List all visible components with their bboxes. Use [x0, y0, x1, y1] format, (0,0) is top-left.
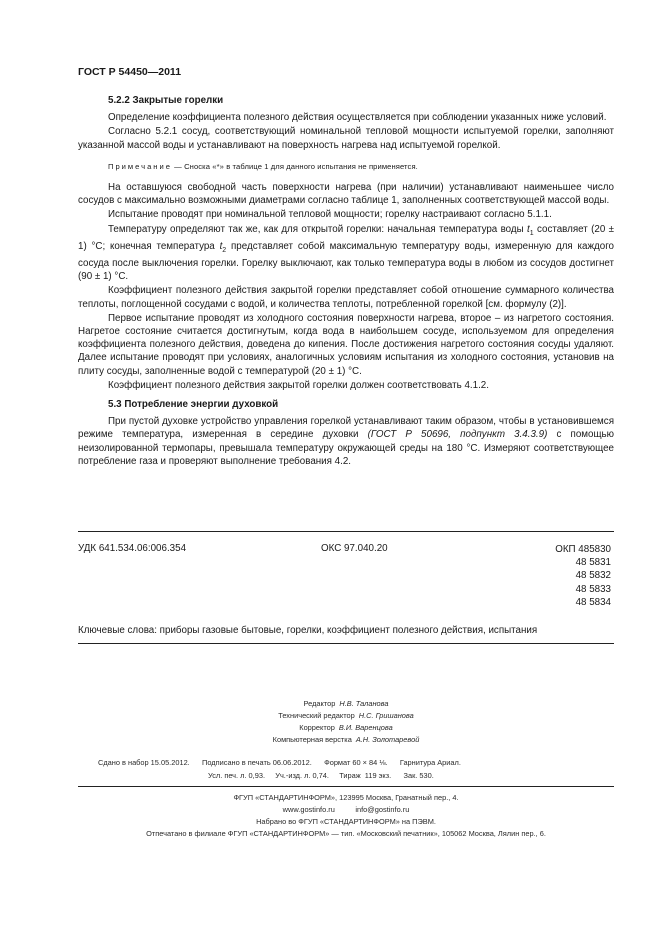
- text-run: представляет собой максимальную температуру воды, измеренную для каждого сосуда после выключения горелки. Горелку выключают, как только температура воды в любом из сосудов достигнет (90 ± 1) °С.: [78, 240, 614, 283]
- credit-line: [78, 710, 614, 722]
- credit-line: [78, 722, 614, 734]
- udk-code: УДК 641.534.06:006.354: [78, 543, 187, 554]
- symbol-t2-sub: 2: [222, 246, 227, 254]
- main-text: [78, 94, 614, 468]
- publisher-line: ФГУП «СТАНДАРТИНФОРМ», 123995 Москва, Гранатный пер., 4.: [233, 793, 459, 802]
- divider-imprint: [78, 786, 614, 787]
- note-label: Примечание: [108, 161, 172, 171]
- credit-line: [78, 698, 614, 710]
- publisher-line: Отпечатано в филиале ФГУП «СТАНДАРТИНФОРМ» — тип. «Московский печатник», 105062 Москва, Лялин пер., 6.: [146, 829, 546, 838]
- note: [108, 160, 614, 173]
- note-text: — Сноска «*» в таблице 1 для данного испытания не применяется.: [171, 161, 418, 171]
- paragraph: Коэффициент полезного действия закрытой горелки должен соответствовать 4.1.2.: [108, 379, 489, 391]
- paragraph: [78, 223, 614, 284]
- credits: [78, 698, 614, 746]
- text-run: с помощью неизолированной термопары, превышала температуру окружающей среды на 180 °С. Измеряют соответствующее потребление газа и проверяют выполнение требования 4.2.: [78, 429, 615, 467]
- paragraph: Испытание проводят при номинальной тепловой мощности; горелку настраивают согласно 5.1.1.: [108, 209, 552, 221]
- oks-code: ОКС 97.040.20: [321, 543, 388, 554]
- credit-name: В.И. Варенцова: [338, 723, 393, 732]
- credit-line: [78, 734, 614, 746]
- credit-name: Н.С. Гришанова: [358, 711, 414, 720]
- publisher-line: Набрано во ФГУП «СТАНДАРТИНФОРМ» на ПЭВМ.: [256, 817, 436, 826]
- paragraph: На оставшуюся свободной часть поверхности нагрева (при наличии) устанавливают наименьшее число сосудов с максимально возможными диаметрами согласно таблице 1, заполненных соответствующей массой воды.: [78, 182, 614, 207]
- paragraph: Первое испытание проводят из холодного состояния поверхности нагрева, второе – из нагретого состояния. Нагретое состояние считается достигнутым, когда вода в наибольшем сосуде, используемом для определения коэффициента полезного действия, доведена до кипения. После достижения нагретого состояния сосуды удаляют. Далее испытание проводят при условиях, аналогичных условиям испытания из холодного состояния, установив на плиту сосуды, заполненные водой с температурой (20 ± 1) °С.: [78, 312, 614, 377]
- credit-role: Редактор: [303, 699, 336, 708]
- okp-code: 48 5833: [575, 583, 611, 595]
- publisher-contacts: www.gostinfo.ru info@gostinfo.ru: [282, 805, 410, 814]
- heading-5-2-2: 5.2.2 Закрытые горелки: [108, 95, 224, 106]
- print-row: Сдано в набор 15.05.2012. Подписано в печать 06.06.2012. Формат 60 × 84 ⅛. Гарнитура Ариал.: [98, 758, 461, 767]
- text-run: Температуру определяют так же, как для открытой горелки: начальная температура воды: [108, 223, 528, 235]
- okp-code: ОКП 485830: [555, 544, 611, 555]
- text-run: составляет (20 ± 1) °С; конечная температура: [78, 223, 614, 252]
- credit-role: Корректор: [299, 723, 335, 732]
- paragraph: Согласно 5.2.1 сосуд, соответствующий номинальной тепловой мощности испытуемой горелки, заполняют указанной массой воды и устанавливают на поверхность нагрева над испытуемой горелкой.: [78, 126, 614, 151]
- standard-header: ГОСТ Р 54450—2011: [78, 66, 182, 78]
- heading-5-3: 5.3 Потребление энергии духовкой: [108, 398, 279, 410]
- symbol-t1-sub: 1: [529, 229, 534, 237]
- symbol-t2: t: [219, 240, 223, 252]
- credit-role: Компьютерная верстка: [272, 735, 352, 744]
- credit-name: Н.В. Таланова: [339, 699, 389, 708]
- print-row: Усл. печ. л. 0,93. Уч.-изд. л. 0,74. Тираж 119 экз. Зак. 530.: [208, 771, 434, 780]
- okp-codes: [555, 543, 611, 609]
- okp-code: 48 5834: [575, 596, 611, 608]
- text-run: При пустой духовке устройство управления горелкой устанавливают таким образом, чтобы в установившемся режиме температура, измеренная в середине духовки: [78, 416, 614, 441]
- paragraph: [78, 415, 614, 468]
- symbol-t1: t: [527, 223, 530, 235]
- credit-name: А.Н. Золотаревой: [355, 735, 420, 744]
- divider-top: [78, 531, 614, 532]
- paragraph: Определение коэффициента полезного действия осуществляется при соблюдении указанных ниже условий.: [108, 112, 607, 124]
- okp-code: 48 5832: [575, 570, 611, 582]
- publisher-info: [78, 792, 614, 840]
- paragraph: Коэффициент полезного действия закрытой горелки представляет собой отношение суммарного количества теплоты, поглощенной сосудами с водой, и количества теплоты, потребленной горелкой [см. формулу (2)].: [78, 285, 614, 310]
- print-details: [78, 756, 614, 782]
- keywords: Ключевые слова: приборы газовые бытовые, горелки, коэффициент полезного действия, испытания: [78, 625, 538, 636]
- standard-reference: (ГОСТ Р 50696, подпункт 3.4.3.9): [367, 429, 548, 441]
- okp-code: 48 5831: [575, 557, 611, 569]
- divider-bottom: [78, 643, 614, 644]
- credit-role: Технический редактор: [278, 711, 355, 720]
